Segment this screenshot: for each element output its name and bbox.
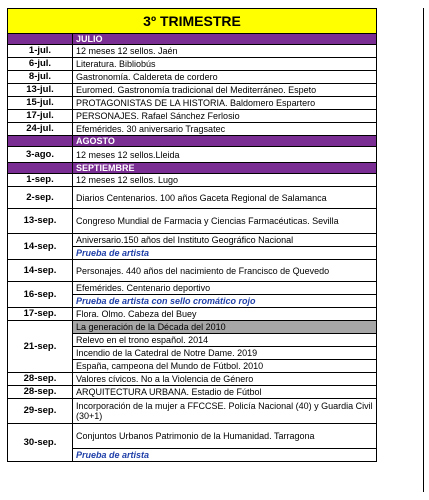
issue-date: 17-sep. [8,308,73,321]
issue-title: PERSONAJES. Rafael Sánchez Ferlosio [73,110,377,123]
issue-subtitle: Relevo en el trono español. 2014 [73,334,377,347]
issue-date: 3-ago. [8,147,73,163]
table-row [8,71,377,84]
issue-date: 14-sep. [8,260,73,282]
month-row-july [8,34,377,45]
issue-date: 28-sep. [8,386,73,399]
issue-date: 15-jul. [8,97,73,110]
issue-date: 28-sep. [8,373,73,386]
issue-date: 8-jul. [8,71,73,84]
issue-date: 6-jul. [8,58,73,71]
artist-proof-note: Prueba de artista con sello cromático rojo [73,295,377,308]
issue-date: 24-jul. [8,123,73,136]
table-row [8,373,377,386]
issue-title: PROTAGONISTAS DE LA HISTORIA. Baldomero Espartero [73,97,377,110]
issue-title: La generación de la Década del 2010 [73,321,377,334]
issue-title: Flora. Olmo. Cabeza del Buey [73,308,377,321]
artist-proof-note: Prueba de artista [73,449,377,462]
issue-title: Literatura. Bibliobús [73,58,377,71]
issue-title: ARQUITECTURA URBANA. Estadio de Fútbol [73,386,377,399]
issue-date: 13-jul. [8,84,73,97]
issue-title: Conjuntos Urbanos Patrimonio de la Humanidad. Tarragona [73,424,377,449]
page-title: 3º TRIMESTRE [8,9,377,34]
issue-date: 2-sep. [8,187,73,209]
issue-date: 13-sep. [8,209,73,234]
issue-date: 16-sep. [8,282,73,308]
issue-subtitle: Incendio de la Catedral de Notre Dame. 2019 [73,347,377,360]
issue-title: Euromed. Gastronomía tradicional del Mediterráneo. Espeto [73,84,377,97]
table-row [8,97,377,110]
stamp-calendar-sheet [7,8,416,462]
table-row [8,424,377,449]
month-row-august [8,136,377,147]
issue-date: 1-jul. [8,45,73,58]
issue-title: Congreso Mundial de Farmacia y Ciencias Farmacéuticas. Sevilla [73,209,377,234]
issue-date: 30-sep. [8,424,73,462]
issue-date: 1-sep. [8,174,73,187]
table-row [8,45,377,58]
month-row-september [8,163,377,174]
issue-title: 12 meses 12 sellos. Lugo [73,174,377,187]
issue-title: Diarios Centenarios. 100 años Gaceta Regional de Salamanca [73,187,377,209]
table-row [8,386,377,399]
table-row [8,260,377,282]
table-row [8,234,377,247]
issue-date: 14-sep. [8,234,73,260]
table-row [8,174,377,187]
right-empty-column [383,8,424,492]
issue-title: Aniversario.150 años del Instituto Geográfico Nacional [73,234,377,247]
issue-title: Incorporación de la mujer a FFCCSE. Policía Nacional (40) y Guardia Civil (30+1) [73,399,377,424]
issue-subtitle: España, campeona del Mundo de Fútbol. 2010 [73,360,377,373]
issue-title: 12 meses 12 sellos. Jaén [73,45,377,58]
issue-title: 12 meses 12 sellos.Lleida [73,147,377,163]
month-header-august: AGOSTO [73,136,377,147]
table-row [8,187,377,209]
title-row [8,9,377,34]
table-row [8,282,377,295]
table-row [8,321,377,334]
issue-date: 21-sep. [8,321,73,373]
table-row [8,84,377,97]
table-row [8,147,377,163]
table-row [8,308,377,321]
table-row [8,123,377,136]
issue-table [7,8,377,462]
artist-proof-note: Prueba de artista [73,247,377,260]
table-row [8,399,377,424]
issue-title: Personajes. 440 años del nacimiento de Francisco de Quevedo [73,260,377,282]
issue-date: 29-sep. [8,399,73,424]
issue-title: Efemérides. Centenario deportivo [73,282,377,295]
month-header-july: JULIO [73,34,377,45]
issue-title: Efemérides. 30 aniversario Tragsatec [73,123,377,136]
issue-title: Gastronomía. Caldereta de cordero [73,71,377,84]
table-row [8,110,377,123]
issue-date: 17-jul. [8,110,73,123]
table-row [8,209,377,234]
issue-title: Valores cívicos. No a la Violencia de Género [73,373,377,386]
table-row [8,58,377,71]
month-header-september: SEPTIEMBRE [73,163,377,174]
